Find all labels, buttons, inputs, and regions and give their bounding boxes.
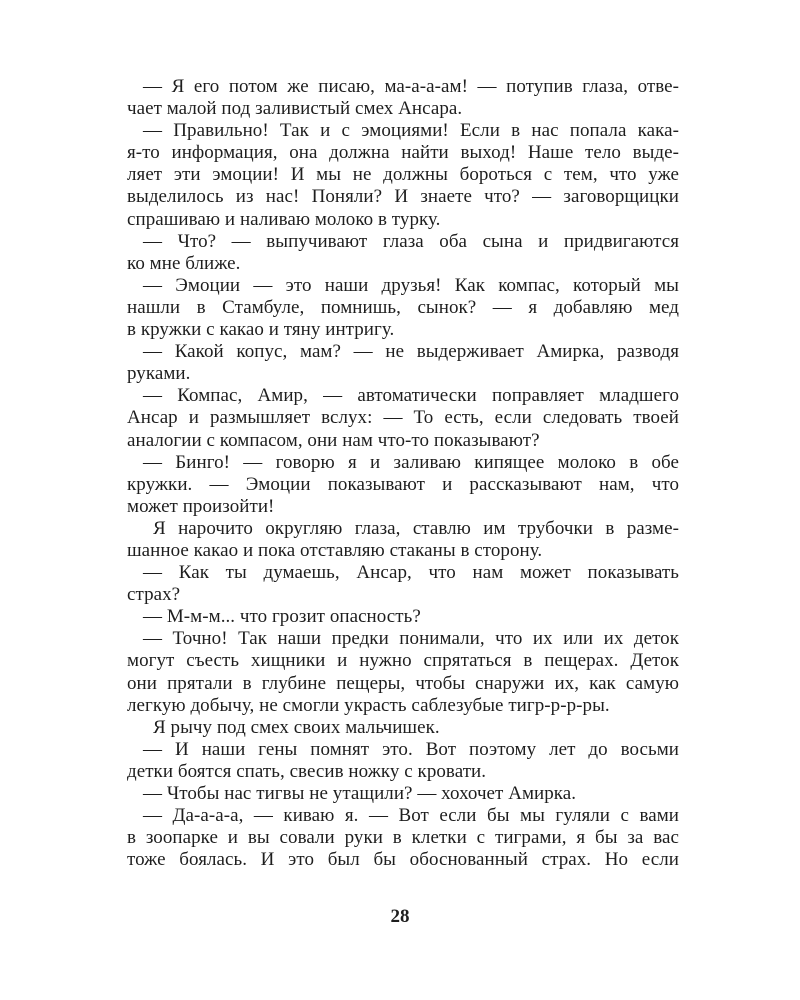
text-line: — М-м-м... что грозит опасность? (143, 606, 421, 628)
text-line: шанное какао и пока отставляю стаканы в сторону. (127, 539, 543, 561)
text-line: в зоопарке и вы совали руки в клетки с тиграми, я бы за вас (127, 827, 679, 849)
text-line: руками. (127, 363, 191, 385)
text-line: ко мне ближе. (127, 252, 241, 274)
text-line: детки боятся спать, свесив ножку с кровати. (127, 760, 487, 782)
text-line: Я нарочито округляю глаза, ставлю им трубочки в разме- (153, 517, 679, 539)
text-line: кружки. — Эмоции показывают и рассказывают нам, что (127, 473, 679, 495)
text-line: Ансар и размышляет вслух: — То есть, если следовать твоей (127, 407, 679, 429)
text-line: — Чтобы нас тигвы не утащили? — хохочет Амирка. (143, 783, 577, 804)
text-line: — Бинго! — говорю я и заливаю кипящее молоко в обе (143, 451, 679, 473)
text-line: — И наши гены помнят это. Вот поэтому лет до восьми (143, 738, 679, 760)
text-line: может произойти! (127, 495, 275, 517)
text-line: я-то информация, она должна найти выход! Наше тело выде- (127, 142, 679, 164)
text-line: тоже боялась. И это был бы обоснованный страх. Но если (127, 849, 679, 871)
text-line: могут съесть хищники и нужно спрятаться в пещерах. Деток (127, 650, 679, 672)
text-line: — Какой копус, мам? — не выдерживает Амирка, разводя (143, 341, 679, 363)
text-line: аналогии с компасом, они нам что-то показывают? (127, 429, 540, 451)
text-line: выделилось из нас! Поняли? И знаете что? — заговорщицки (127, 186, 679, 208)
text-line: — Эмоции — это наши друзья! Как компас, который мы (143, 274, 679, 296)
text-line: нашли в Стамбуле, помнишь, сынок? — я добавляю мед (127, 296, 679, 318)
body-text (127, 76, 679, 871)
page-number: 28 (390, 906, 410, 927)
text-line: — Что? — выпучивают глаза оба сына и придвигаются (143, 230, 679, 252)
text-line: — Я его потом же писаю, ма-а-а-ам! — потупив глаза, отве- (143, 76, 679, 97)
text-line: чает малой под заливистый смех Ансара. (127, 98, 463, 120)
text-line: — Правильно! Так и с эмоциями! Если в нас попала кака- (143, 120, 679, 142)
text-line: в кружки с какао и тяну интригу. (127, 319, 395, 341)
text-line: — Компас, Амир, — автоматически поправляет младшего (143, 385, 679, 407)
text-line: — Да-а-а-а, — киваю я. — Вот если бы мы гуляли с вами (143, 805, 679, 827)
text-line: легкую добычу, не смогли украсть саблезубые тигр-р-р-ры. (127, 694, 610, 716)
text-line: страх? (127, 584, 181, 606)
text-line: спрашиваю и наливаю молоко в турку. (127, 208, 441, 230)
text-line: Я рычу под смех своих мальчишек. (153, 716, 440, 738)
text-line: — Как ты думаешь, Ансар, что нам может показывать (143, 562, 679, 584)
text-line: они прятали в глубине пещеры, чтобы снаружи их, как самую (127, 672, 679, 694)
text-line: ляет эти эмоции! И мы не должны бороться с тем, что уже (127, 164, 679, 186)
text-line: — Точно! Так наши предки понимали, что их или их деток (143, 628, 679, 650)
